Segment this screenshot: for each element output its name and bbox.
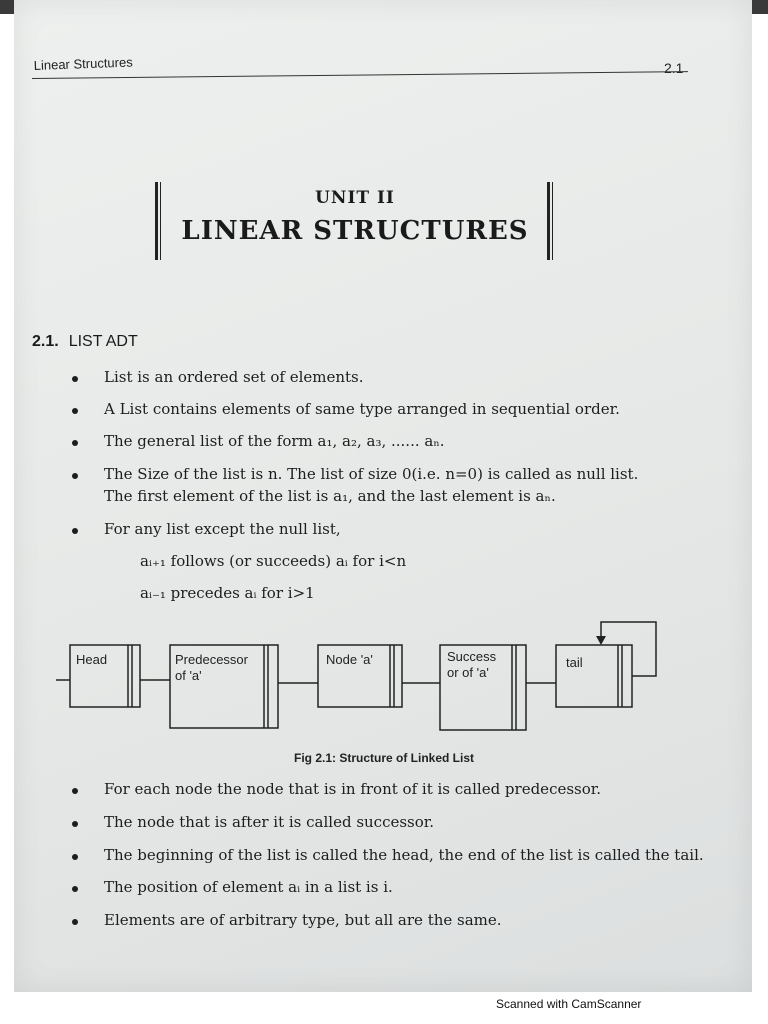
section-heading bbox=[32, 333, 138, 351]
bullet-continuation: The first element of the list is a₁, and the last element is aₙ. bbox=[104, 487, 556, 505]
bullet-dot-icon bbox=[72, 376, 78, 382]
bullet-dot-icon bbox=[72, 440, 78, 446]
running-header-title: Linear Structures bbox=[33, 54, 133, 73]
bullet-dot-icon bbox=[72, 854, 78, 860]
bullet-dot-icon bbox=[72, 788, 78, 794]
node-label-tail: tail bbox=[566, 655, 583, 670]
bullet-dot-icon bbox=[72, 886, 78, 892]
section-number: 2.1. bbox=[32, 333, 59, 350]
section-title: LIST ADT bbox=[68, 333, 138, 350]
bullet-text: The node that is after it is called successor. bbox=[104, 813, 435, 831]
bullet-dot-icon bbox=[72, 919, 78, 925]
unit-title: LINEAR STRUCTURES bbox=[181, 216, 529, 246]
bullet-text: The Size of the list is n. The list of size 0(i.e. n=0) is called as null list. bbox=[104, 465, 639, 483]
figure-caption: Fig 2.1: Structure of Linked List bbox=[293, 751, 475, 765]
bullet-text: The general list of the form a₁, a₂, a₃, ...... aₙ. bbox=[104, 432, 445, 450]
bullet-text: The position of element aᵢ in a list is i. bbox=[104, 878, 393, 896]
node-label-head: Head bbox=[76, 652, 108, 667]
unit-heading-box bbox=[155, 182, 555, 260]
unit-label: UNIT II bbox=[315, 188, 395, 208]
bullet-dot-icon bbox=[72, 408, 78, 414]
relation-precedes: aᵢ₋₁ precedes aᵢ for i>1 bbox=[140, 584, 315, 602]
bullet-text: A List contains elements of same type arranged in sequential order. bbox=[104, 400, 620, 418]
node-label-node-a: Node 'a' bbox=[326, 652, 373, 667]
page-number: 2.1 bbox=[664, 60, 684, 76]
node-label-successor: Success or of 'a' bbox=[447, 649, 497, 680]
bullet-dot-icon bbox=[72, 528, 78, 534]
scanner-watermark: Scanned with CamScanner bbox=[496, 997, 642, 1011]
node-label-predecessor: Predecessor of 'a' bbox=[175, 652, 248, 683]
bullet-text: List is an ordered set of elements. bbox=[104, 368, 364, 386]
bullet-text: The beginning of the list is called the head, the end of the list is called the tail. bbox=[104, 846, 704, 864]
bullet-dot-icon bbox=[72, 473, 78, 479]
bullet-dot-icon bbox=[72, 821, 78, 827]
bullet-text: For each node the node that is in front of it is called predecessor. bbox=[104, 780, 602, 798]
bullet-text: For any list except the null list, bbox=[104, 520, 341, 538]
relation-follows: aᵢ₊₁ follows (or succeeds) aᵢ for i<n bbox=[140, 552, 407, 570]
bullet-text: Elements are of arbitrary type, but all are the same. bbox=[104, 911, 502, 929]
